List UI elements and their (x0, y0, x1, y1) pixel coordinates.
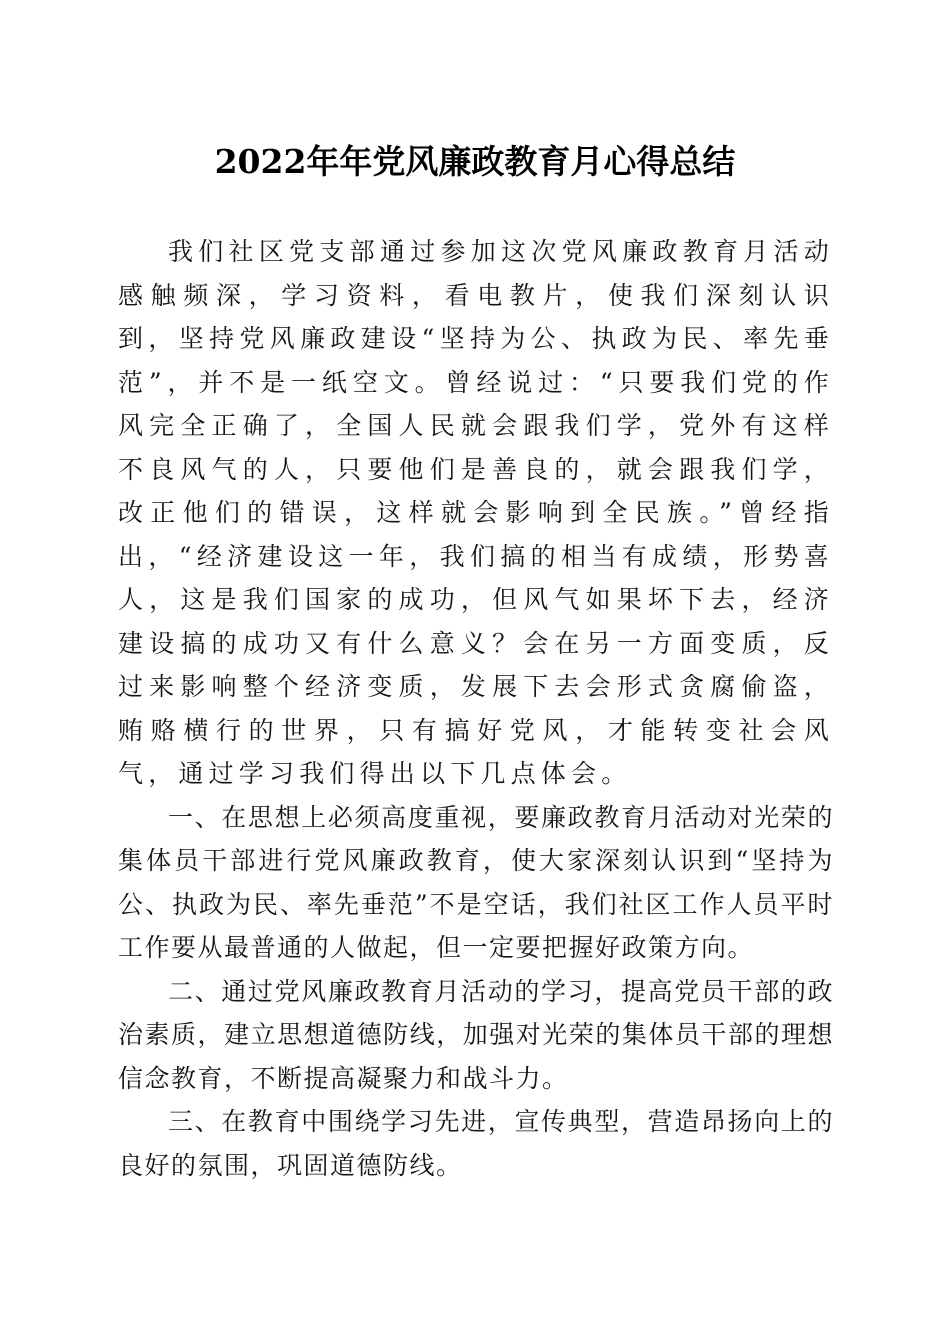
document-body (118, 230, 834, 1187)
point-two-paragraph: 二、通过党风廉政教育月活动的学习，提高党员干部的政治素质，建立思想道德防线，加强对光荣的集体员干部的理想信念教育，不断提高凝聚力和战斗力。 (118, 976, 834, 1093)
document-title: 2022年年党风廉政教育月心得总结 (214, 142, 736, 181)
intro-paragraph: 我们社区党支部通过参加这次党风廉政教育月活动感触频深，学习资料，看电教片，使我们深刻认识到，坚持党风廉政建设“坚持为公、执政为民、率先垂范”，并不是一纸空文。曾经说过：“只要我们党的作风完全正确了，全国人民就会跟我们学，党外有这样不良风气的人，只要他们是善良的，就会跟我们学，改正他们的错误，这样就会影响到全民族。”曾经指出，“经济建设这一年，我们搞的相当有成绩，形势喜人，这是我们国家的成功，但风气如果坏下去，经济建设搞的成功又有什么意义？会在另一方面变质，反过来影响整个经济变质，发展下去会形式贪腐偷盗，贿赂横行的世界，只有搞好党风，才能转变社会风气，通过学习我们得出以下几点体会。 (118, 237, 834, 788)
point-one-paragraph: 一、在思想上必须高度重视，要廉政教育月活动对光荣的集体员干部进行党风廉政教育，使大家深刻认识到“坚持为公、执政为民、率先垂范”不是空话，我们社区工作人员平时工作要从最普通的人做起，但一定要把握好政策方向。 (118, 802, 834, 962)
point-three-paragraph: 三、在教育中围绕学习先进，宣传典型，营造昂扬向上的良好的氛围，巩固道德防线。 (118, 1107, 834, 1180)
